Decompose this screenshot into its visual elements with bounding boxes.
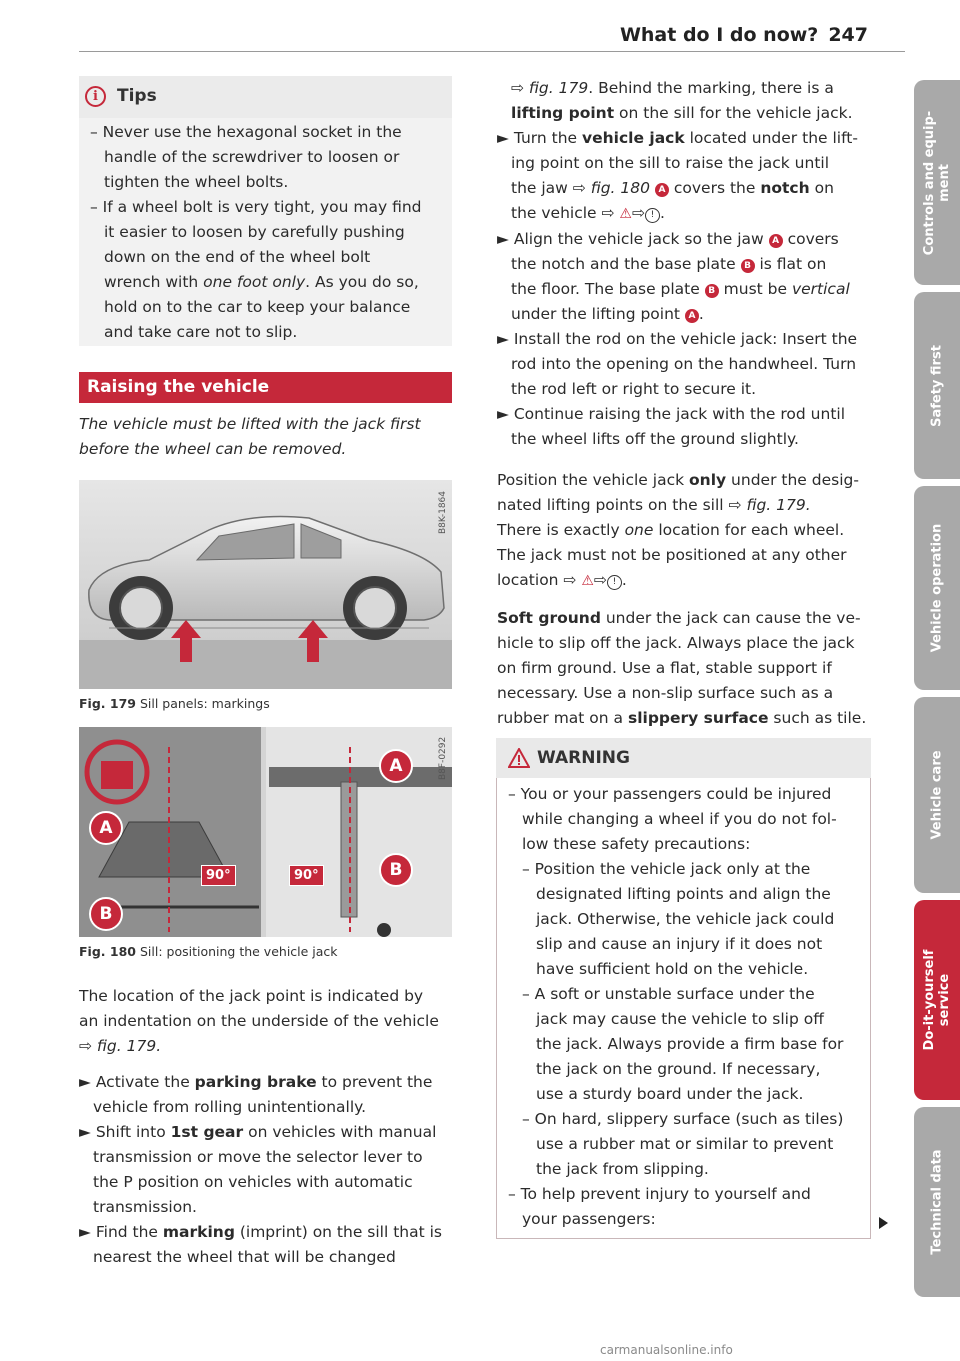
tips-text <box>90 120 450 345</box>
body-line: the P position on vehicles with automatic <box>93 1173 413 1191</box>
body-line: the rod left or right to secure it. <box>511 380 757 398</box>
warning-header <box>496 738 871 778</box>
tips-line: handle of the screwdriver to loosen or <box>104 148 400 166</box>
caution-icon[interactable]: ! <box>607 575 622 590</box>
figure-180-caption <box>79 944 338 959</box>
warning-line: your passengers: <box>522 1210 656 1228</box>
warning-line: the jack on the ground. If necessary, <box>536 1060 821 1078</box>
instruction-step: ► Align the vehicle jack so the jaw A covers <box>497 230 839 248</box>
chapter-title: What do I do now? <box>619 24 819 46</box>
section-intro <box>79 412 452 462</box>
body-line: the jaw ⇨ fig. 180 A covers the notch on <box>511 179 834 197</box>
warning-line: – A soft or unstable surface under the <box>522 985 815 1003</box>
footer-watermark: carmanualsonline.info <box>600 1343 733 1357</box>
body-line: ⇨ fig. 179. Behind the marking, there is a <box>511 79 834 97</box>
body-line: The location of the jack point is indicated by <box>79 987 424 1005</box>
figure-179-caption <box>79 696 270 711</box>
body-line: under the lifting point A . <box>511 305 704 323</box>
page-header <box>620 24 868 46</box>
page-number: 247 <box>828 24 868 46</box>
tips-line: tighten the wheel bolts. <box>104 173 289 191</box>
figure-179-image <box>79 480 452 689</box>
body-line: on firm ground. Use a flat, stable support if <box>497 659 832 677</box>
body-line: the wheel lifts off the ground slightly. <box>511 430 799 448</box>
callout-b-right: B <box>379 853 413 887</box>
side-tab-safety[interactable] <box>914 292 960 479</box>
callout-a-marker: A <box>685 309 699 323</box>
header-rule <box>79 51 905 52</box>
warning-line: the jack from slipping. <box>536 1160 709 1178</box>
car-side-illustration <box>79 480 452 689</box>
tips-line: and take care not to slip. <box>104 323 298 341</box>
figure-caption-text: Sill: positioning the vehicle jack <box>139 944 338 959</box>
figure-label: Fig. 179 <box>79 696 136 711</box>
body-line: the vehicle ⇨ ⚠⇨ ! . <box>511 204 665 222</box>
figure-reference-link[interactable]: ⇨ fig. 179 <box>511 79 589 97</box>
body-line: rod into the opening on the handwheel. Turn <box>511 355 857 373</box>
warning-icon[interactable]: ⚠ <box>581 573 594 589</box>
angle-label-left: 90° <box>201 865 236 886</box>
instruction-step: ► Continue raising the jack with the rod until <box>497 405 846 423</box>
side-tab-vehicle-operation[interactable] <box>914 486 960 690</box>
callout-b-marker: B <box>741 259 755 273</box>
jack-point-arrow <box>171 620 201 662</box>
tips-line: wrench with one foot only. As you do so, <box>104 273 419 291</box>
body-line: necessary. Use a non-slip surface such as a <box>497 684 834 702</box>
callout-a-marker: A <box>769 234 783 248</box>
figure-reference-link[interactable]: ⇨ fig. 180 <box>572 179 650 197</box>
warning-line: slip and cause an injury if it does not <box>536 935 823 953</box>
body-line: the floor. The base plate B must be vertical <box>511 280 850 298</box>
intro-line: The vehicle must be lifted with the jack first <box>79 415 421 433</box>
instruction-step: ► Turn the vehicle jack located under the lift- <box>497 129 858 147</box>
body-line: the notch and the base plate B is flat on <box>511 255 827 273</box>
continued-arrow-icon <box>879 1217 888 1229</box>
side-tab-label: Vehicle operation <box>929 523 945 653</box>
warning-line: jack may cause the vehicle to slip off <box>536 1010 824 1028</box>
body-line: rubber mat on a slippery surface such as tile. <box>497 709 867 727</box>
warning-line: – You or your passengers could be injured <box>508 785 832 803</box>
body-line: Soft ground under the jack can cause the ve- <box>497 609 861 627</box>
warning-line: low these safety precautions: <box>522 835 751 853</box>
callout-b-left: B <box>89 897 123 931</box>
warning-line: jack. Otherwise, the vehicle jack could <box>536 910 835 928</box>
tips-line: – If a wheel bolt is very tight, you may find <box>90 198 422 216</box>
tips-line: hold on to the car to keep your balance <box>104 298 411 316</box>
side-tab-label: Technical data <box>929 1149 945 1255</box>
tips-line: down on the end of the wheel bolt <box>104 248 371 266</box>
tips-title: Tips <box>117 86 157 106</box>
warning-line: – On hard, slippery surface (such as tiles) <box>522 1110 844 1128</box>
figure-label: Fig. 180 <box>79 944 136 959</box>
warning-line: use a sturdy board under the jack. <box>536 1085 804 1103</box>
warning-line: while changing a wheel if you do not fol- <box>522 810 837 828</box>
warning-line: the jack. Always provide a firm base for <box>536 1035 844 1053</box>
body-line: ing point on the sill to raise the jack until <box>511 154 830 172</box>
figure-caption-text: Sill panels: markings <box>139 696 270 711</box>
jack-point-arrow <box>298 620 328 662</box>
side-tab-label: Do-it-yourself service <box>922 949 952 1051</box>
warning-line: – To help prevent injury to yourself and <box>508 1185 811 1203</box>
body-line: an indentation on the underside of the vehicle <box>79 1012 439 1030</box>
callout-a-left: A <box>89 811 123 845</box>
warning-title: WARNING <box>537 748 630 768</box>
body-line: location ⇨ ⚠⇨ ! . <box>497 571 627 589</box>
body-line: hicle to slip off the jack. Always place the jack <box>497 634 855 652</box>
callout-b-marker: B <box>705 284 719 298</box>
left-body-text <box>79 984 454 1270</box>
instruction-step: ► Shift into 1st gear on vehicles with manual <box>79 1123 437 1141</box>
right-body-text <box>497 76 872 731</box>
side-tab-do-it-yourself[interactable] <box>914 900 960 1100</box>
body-line: nated lifting points on the sill ⇨ fig. 179. <box>497 496 811 514</box>
section-heading: Raising the vehicle <box>79 372 452 403</box>
angle-label-right: 90° <box>289 865 324 886</box>
warning-line: – Position the vehicle jack only at the <box>522 860 811 878</box>
side-tab-label: Vehicle care <box>929 750 945 840</box>
body-line: There is exactly one location for each wheel. <box>497 521 845 539</box>
side-tab-controls[interactable] <box>914 80 960 285</box>
instruction-step: ► Find the marking (imprint) on the sill that is <box>79 1223 442 1241</box>
figure-reference-link[interactable]: ⇨ fig. 179. <box>79 1037 162 1055</box>
tips-line: – Never use the hexagonal socket in the <box>90 123 402 141</box>
callout-a-marker: A <box>655 183 669 197</box>
figure-179-code: B8K-1864 <box>438 490 448 534</box>
body-line: lifting point on the sill for the vehicle jack. <box>511 104 853 122</box>
body-line: nearest the wheel that will be changed <box>93 1248 396 1266</box>
side-tab-label: Safety first <box>929 344 945 427</box>
warning-line: designated lifting points and align the <box>536 885 831 903</box>
side-tab-vehicle-care[interactable] <box>914 697 960 893</box>
figure-180-image <box>79 727 452 937</box>
body-line: vehicle from rolling unintentionally. <box>93 1098 367 1116</box>
warning-icon[interactable]: ⚠ <box>619 206 632 222</box>
body-line: transmission or move the selector lever to <box>93 1148 423 1166</box>
body-line: transmission. <box>93 1198 197 1216</box>
side-tab-label: Controls and equip- ment <box>922 110 952 255</box>
body-line: Position the vehicle jack only under the desig- <box>497 471 859 489</box>
warning-line: have sufficient hold on the vehicle. <box>536 960 809 978</box>
warning-line: use a rubber mat or similar to prevent <box>536 1135 834 1153</box>
callout-a-right: A <box>379 749 413 783</box>
instruction-step: ► Activate the parking brake to prevent the <box>79 1073 433 1091</box>
side-tab-technical-data[interactable] <box>914 1107 960 1297</box>
intro-line: before the wheel can be removed. <box>79 440 347 458</box>
tips-line: it easier to loosen by carefully pushing <box>104 223 405 241</box>
caution-icon[interactable]: ! <box>645 208 660 223</box>
warning-text <box>508 782 868 1232</box>
warning-triangle-icon <box>508 748 530 768</box>
instruction-step: ► Install the rod on the vehicle jack: Insert the <box>497 330 858 348</box>
body-line: The jack must not be positioned at any other <box>497 546 847 564</box>
figure-reference-link[interactable]: ⇨ fig. 179. <box>728 496 811 514</box>
figure-180-code: B8F-0292 <box>438 736 448 780</box>
tips-header <box>79 76 452 118</box>
info-icon: i <box>85 86 106 107</box>
